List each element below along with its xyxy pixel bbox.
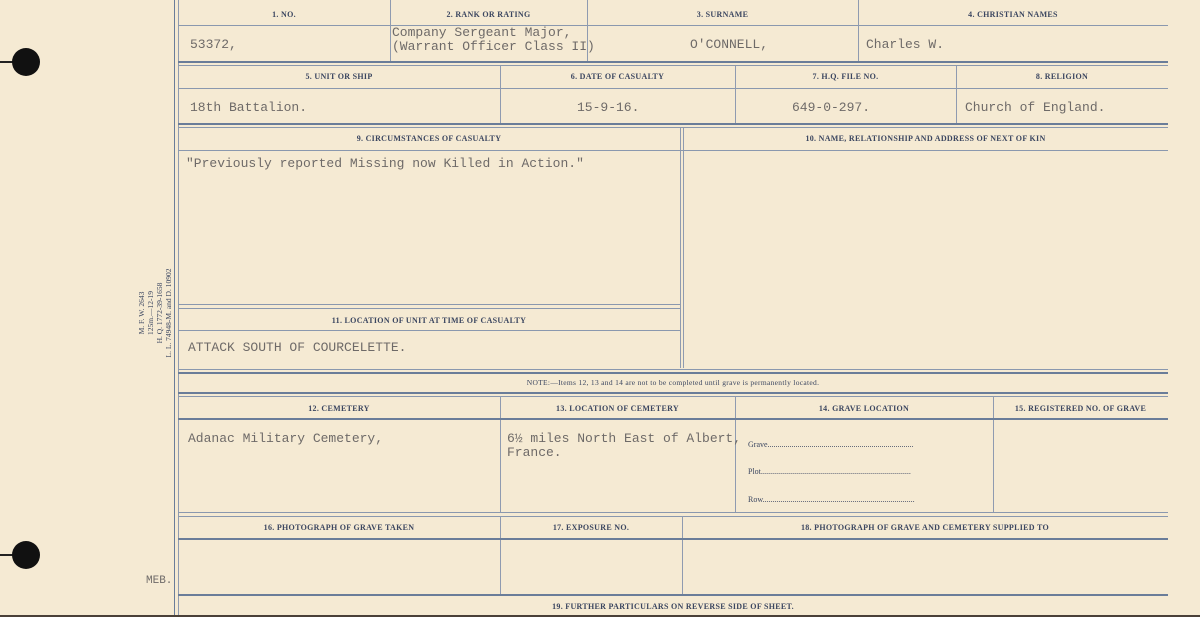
value-rank: Company Sergeant Major, (Warrant Officer Class II) [392, 25, 595, 54]
label-religion: 8. RELIGION [1035, 72, 1089, 81]
label-cemetery: 12. CEMETERY [308, 404, 370, 413]
rule [178, 516, 1168, 517]
label-photo-supplied: 18. PHOTOGRAPH OF GRAVE AND CEMETERY SUPPLIED TO [800, 523, 1050, 532]
rule [178, 594, 1168, 596]
label-file-no: 7. H.Q. FILE NO. [812, 72, 879, 81]
value-religion: Church of England. [965, 100, 1106, 115]
plot-line: Plot........................................................................... [748, 467, 911, 476]
label-photo-taken: 16. PHOTOGRAPH OF GRAVE TAKEN [263, 523, 415, 532]
rule [178, 392, 1168, 394]
rule [178, 127, 1168, 128]
rule [178, 25, 1168, 26]
value-unit: 18th Battalion. [190, 100, 308, 115]
label-unit: 5. UNIT OR SHIP [305, 72, 373, 81]
rule [178, 538, 1168, 540]
label-circumstances: 9. CIRCUMSTANCES OF CASUALTY [356, 134, 502, 143]
rule [178, 330, 680, 331]
rule [178, 123, 1168, 125]
punch-hole [12, 48, 40, 76]
label-christian-names: 4. CHRISTIAN NAMES [968, 10, 1058, 19]
value-circumstances: "Previously reported Missing now Killed in Action." [186, 156, 584, 171]
label-surname: 3. SURNAME [696, 10, 749, 19]
form-print-code [137, 258, 173, 368]
value-christian-names: Charles W. [866, 37, 945, 52]
value-no: 53372, [190, 37, 237, 52]
value-location-cemetery: 6½ miles North East of Albert, France. [507, 431, 742, 460]
label-registered-no: 15. REGISTERED NO. OF GRAVE [1014, 404, 1147, 413]
punch-hole [12, 541, 40, 569]
divider [500, 396, 501, 512]
label-location-unit: 11. LOCATION OF UNIT AT TIME OF CASUALTY [331, 316, 527, 325]
clerk-initials: MEB. [146, 575, 173, 587]
rule [178, 65, 1168, 66]
label-grave-location: 14. GRAVE LOCATION [818, 404, 910, 413]
value-location-unit: ATTACK SOUTH OF COURCELETTE. [188, 340, 407, 355]
row-line: Row............................................................................ [748, 495, 915, 504]
rule [178, 88, 1168, 89]
label-no: 1. NO. [272, 10, 296, 19]
print-line: 125m.—12-19 [146, 291, 155, 335]
value-date: 15-9-16. [577, 100, 640, 115]
value-surname: O'CONNELL, [690, 37, 769, 52]
rule [178, 304, 680, 305]
footer-note: 19. FURTHER PARTICULARS ON REVERSE SIDE OF SHEET. [552, 602, 794, 611]
label-exposure: 17. EXPOSURE NO. [552, 523, 630, 532]
rule [178, 512, 1168, 513]
print-line: L. L. 74948-M. and D. 10902 [164, 268, 173, 358]
label-date: 6. DATE OF CASUALTY [570, 72, 665, 81]
rule [178, 150, 1168, 151]
rule [178, 369, 1168, 370]
rule [178, 61, 1168, 63]
rule [178, 308, 680, 309]
divider [680, 128, 681, 368]
print-line: H. Q. 1772-39-1658 [155, 282, 164, 344]
value-file-no: 649-0-297. [792, 100, 871, 115]
margin-line [174, 0, 175, 617]
print-line: M. F. W. 2643 [137, 291, 146, 335]
value-cemetery: Adanac Military Cemetery, [188, 431, 384, 446]
grave-label: Grave [748, 440, 768, 449]
plot-label: Plot [748, 467, 761, 476]
label-location-cemetery: 13. LOCATION OF CEMETERY [556, 404, 679, 413]
label-next-of-kin: 10. NAME, RELATIONSHIP AND ADDRESS OF NEXT OF KIN [805, 134, 1046, 143]
rule [178, 418, 1168, 420]
label-rank: 2. RANK OR RATING [446, 10, 531, 19]
divider [993, 396, 994, 512]
divider [683, 128, 684, 368]
rule [178, 396, 1168, 397]
note: NOTE:—Items 12, 13 and 14 are not to be completed until grave is permanently located. [526, 378, 820, 387]
rule [178, 372, 1168, 374]
row-label: Row [748, 495, 763, 504]
grave-line: Grave......................................................................... [748, 440, 914, 449]
